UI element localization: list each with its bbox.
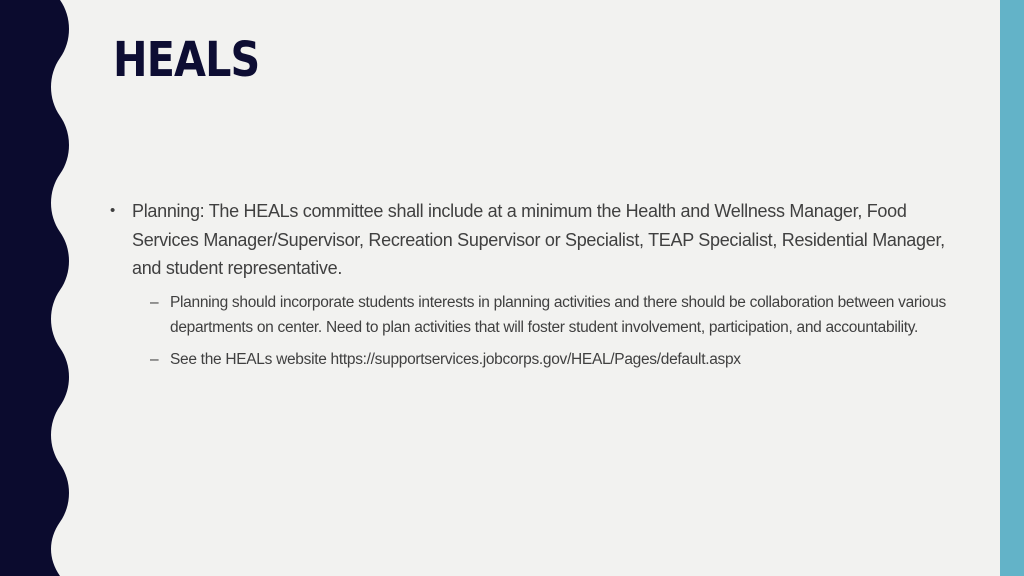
bullet-planning — [110, 197, 970, 283]
sub-bullet-dash: – — [150, 351, 159, 369]
left-wave-decoration — [0, 0, 80, 576]
sub-bullet-text: Planning should incorporate students interests in planning activities and there should be collaboration between various departments on center. Need to plan activities that will foster student involvement, participation, and accountability. — [170, 293, 946, 337]
sub-bullet-website — [150, 347, 970, 373]
sub-bullet-text: See the HEALs website https://supportservices.jobcorps.gov/HEAL/Pages/default.aspx — [170, 351, 741, 369]
sub-bullet-list — [110, 290, 970, 373]
bullet-text: Planning: The HEALs committee shall include at a minimum the Health and Wellness Manager, Food Services Manager/Supervisor, Recreation Supervisor or Specialist, TEAP Specialist, Residential Manager, and student representative. — [132, 201, 945, 278]
slide-body — [110, 197, 970, 379]
bullet-dot: • — [110, 202, 115, 219]
sub-bullet-collaboration — [150, 290, 970, 342]
sub-bullet-dash: – — [150, 293, 159, 311]
wave-shape — [0, 0, 69, 576]
slide-title: HEALS — [113, 32, 260, 88]
right-accent-bar — [1000, 0, 1024, 576]
